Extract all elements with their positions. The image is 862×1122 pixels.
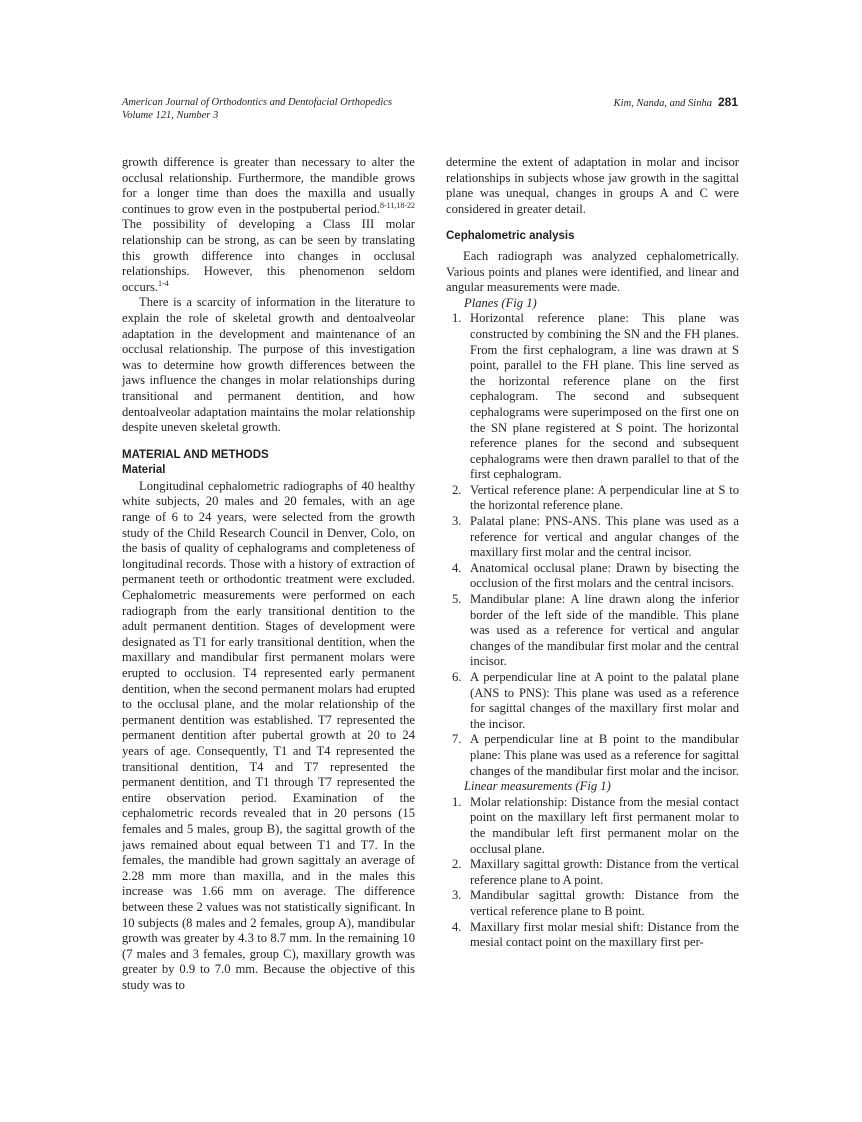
list-text: Anatomical occlusal plane: Drawn by bisecting the occlusion of the first molars and the central incisors. [470,560,739,591]
list-text: Mandibular plane: A line drawn along the inferior border of the left side of the mandible. This plane was used as a reference for vertical and angular changes of the mandibular first molar and the central incisor. [470,592,739,669]
list-number: 2. [452,482,462,497]
list-item [446,888,739,919]
section-heading: MATERIAL AND METHODS [122,448,269,461]
page-number: 281 [717,95,738,109]
paragraph-text: The possibility of developing a Class III molar relationship can be strong, as can be seen by translating this growth difference into changes in occlusal relationships. However, this phenomenon seldom occurs. [122,217,415,294]
list-item [446,483,739,514]
list-text: Vertical reference plane: A perpendicular line at S to the horizontal reference plane. [470,482,739,513]
list-number: 5. [452,592,462,607]
planes-heading: Planes (Fig 1) [464,295,537,310]
list-item [446,561,739,592]
list-text: Horizontal reference plane: This plane was constructed by combining the SN and the FH planes. From the first cephalogram, a line was drawn at S point, parallel to the FH plane. This line served as the horizontal reference plane on the first cephalogram. The second and subsequent cephalograms were superimposed on the first one on the SN plane registered at S point. The horizontal reference planes for the second and subsequent cephalograms were then drawn parallel to that of the first cephalogram. [470,311,739,482]
list-text: Palatal plane: PNS-ANS. This plane was used as a reference for vertical and angular changes of the maxillary first molar and the central incisor. [470,514,739,560]
list-number: 6. [452,670,462,684]
list-text: Maxillary first molar mesial shift: Distance from the mesial contact point on the maxillary first per- [470,919,739,950]
list-item [446,920,739,951]
citation: 8-11,18-22 [379,200,415,210]
list-item [446,592,739,670]
list-text: Mandibular sagittal growth: Distance from the vertical reference plane to B point. [470,888,739,918]
authors: Kim, Nanda, and Sinha [613,98,712,109]
left-column [122,155,415,993]
list-item [446,670,739,732]
list-item [446,311,739,483]
paragraph: There is a scarcity of information in the literature to explain the role of skeletal growth and dentoalveolar adaptation in the development and maintenance of an occlusal relationship. The purpose of this investigation was to determine how growth differences between the jaws influence the changes in molar relationships during transitional and permanent dentition, and how dentoalveolar adaptation maintains the molar relationship despite uneven skeletal growth. [122,295,415,435]
list-text: Molar relationship: Distance from the mesial contact point on the maxillary left first permanent molar to the mandibular left first permanent molar on the occlusal plane. [470,794,739,856]
planes-list [446,311,739,779]
paragraph: Longitudinal cephalometric radiographs of 40 healthy white subjects, 20 males and 20 females, with an age range of 6 to 24 years, were selected from the growth study of the Child Research Council in Denver, Colo, on the basis of quality of cephalograms and completeness of longitudinal records. Those with a history of extraction of permanent teeth or orthodontic treatment were excluded. Cephalometric measurements were performed on each radiograph from the early transitional dentition to the adult permanent dentition. Stages of development were designated as T1 for early transitional dentition, when the maxillary and mandibular first permanent molars were erupted to occlusion. T4 represented early permanent dentition, when the second permanent molars had erupted to the occlusal plane, and the molar relationship of the permanent dentition was established. T7 represented the permanent dentition after pubertal growth at 20 to 24 years of age. Consequently, T1 and T4 represented the transitional dentition, T4 and T7 represented the permanent dentition, and T1 through T7 represented the entire observation period. Examination of the cephalometric records revealed that in 20 persons (15 females and 5 males, group B), the sagittal growth of the jaws remained about equal between T1 and T7. In the females, the mandible had grown sagittaly an average of 2.28 mm more than maxilla, and in the males this increase was 1.66 mm on average. The difference between these 2 values was not statistically significant. In 10 subjects (8 males and 2 females, group A), mandibular growth was greater by 4.3 to 8.7 mm. In the remaining 10 (7 males and 3 females, group C), maxillary growth was greater by 0.9 to 7.0 mm. Because the objective of this study was to [122,478,415,992]
list-text: A perpendicular line at A point to the palatal plane (ANS to PNS): This plane was used as a reference for sagittal changes of the maxillary first molar and the incisor. [470,670,739,731]
journal-title: American Journal of Orthodontics and Dentofacial Orthopedics [122,97,393,108]
list-text: Maxillary sagittal growth: Distance from the vertical reference plane to A point. [470,857,739,887]
subsection-heading: Material [122,464,166,477]
list-number: 1. [452,794,462,809]
list-item [446,795,739,857]
paragraph-text: growth difference is greater than necessary to alter the occlusal relationship. Furthermore, the mandible grows for a longer time than does the maxilla and usually continues to grow even in the postpubertal period. [122,155,415,216]
journal-volume: Volume 121, Number 3 [122,110,219,121]
list-number: 3. [452,888,462,903]
list-item [446,732,739,779]
list-text: A perpendicular line at B point to the mandibular plane: This plane was used as a reference for sagittal changes of the mandibular first molar and the incisor. [470,732,739,778]
running-header-left [122,96,392,122]
paragraph: Each radiograph was analyzed cephalometrically. Various points and planes were identified, and linear and angular measurements were made. [446,248,739,295]
list-number: 1. [452,311,462,326]
citation: 1-4 [158,278,169,288]
list-number: 4. [452,919,462,934]
list-number: 4. [452,560,462,575]
linear-measurements-heading: Linear measurements (Fig 1) [464,779,611,794]
linear-measurements-list [446,795,739,951]
subsection-heading: Cephalometric analysis [446,230,575,243]
paragraph [122,155,415,295]
list-item [446,514,739,561]
paragraph: determine the extent of adaptation in molar and incisor relationships in subjects whose jaw growth in the sagittal plane was unequal, changes in groups A and C were considered in greater detail. [446,155,739,216]
list-item [446,857,739,888]
list-number: 7. [452,732,462,747]
list-number: 3. [452,514,462,529]
right-column [446,155,739,951]
list-number: 2. [452,857,462,872]
running-header-right [614,96,738,110]
